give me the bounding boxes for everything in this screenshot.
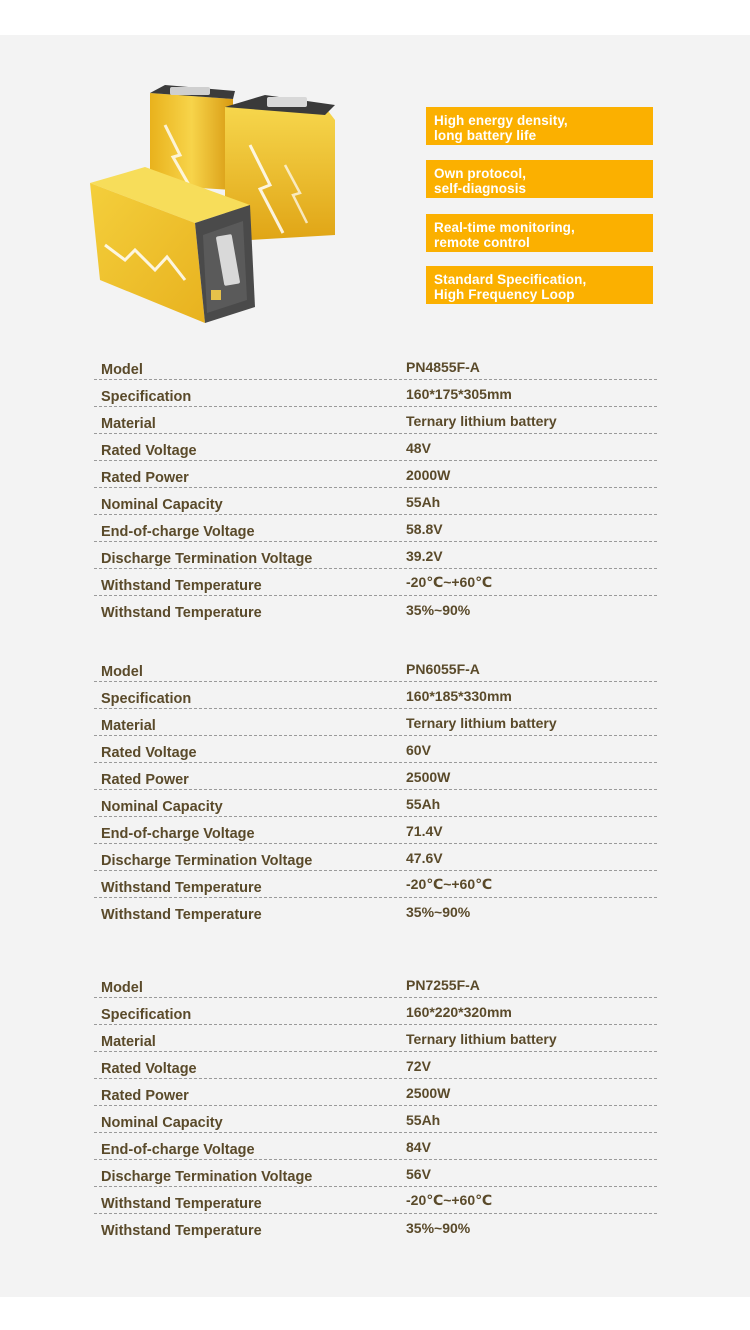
table-row (94, 789, 657, 817)
spec-value: 2500W (406, 769, 451, 785)
table-row (94, 708, 657, 736)
table-row (94, 595, 657, 622)
spec-label: End-of-charge Voltage (101, 826, 255, 842)
table-row (94, 1078, 657, 1106)
feature-badge (426, 266, 653, 304)
spec-value: 160*175*305mm (406, 386, 512, 402)
table-row (94, 1186, 657, 1214)
spec-value: -20℃~+60℃ (406, 1192, 493, 1208)
table-row (94, 1024, 657, 1052)
table-row (94, 870, 657, 898)
spec-label: Material (101, 1034, 156, 1050)
spec-label: Withstand Temperature (101, 1196, 262, 1212)
spec-label: End-of-charge Voltage (101, 1142, 255, 1158)
table-row (94, 460, 657, 488)
spec-label: Discharge Termination Voltage (101, 551, 313, 567)
spec-value: Ternary lithium battery (406, 1031, 557, 1047)
spec-label: Material (101, 416, 156, 432)
table-row (94, 406, 657, 434)
feature-badge (426, 160, 653, 198)
spec-value: 55Ah (406, 796, 441, 812)
spec-value: 39.2V (406, 548, 443, 564)
spec-value: 160*185*330mm (406, 688, 512, 704)
spec-label: End-of-charge Voltage (101, 524, 255, 540)
feature-line: High energy density, (434, 113, 568, 128)
spec-label: Nominal Capacity (101, 799, 223, 815)
spec-value: 84V (406, 1139, 431, 1155)
feature-line: self-diagnosis (434, 181, 527, 196)
feature-line: remote control (434, 235, 530, 250)
spec-value: 160*220*320mm (406, 1004, 512, 1020)
spec-value: 56V (406, 1166, 431, 1182)
table-row (94, 843, 657, 871)
spec-value: 71.4V (406, 823, 443, 839)
feature-line: long battery life (434, 128, 537, 143)
spec-label: Nominal Capacity (101, 1115, 223, 1131)
spec-label: Specification (101, 691, 192, 707)
table-row (94, 654, 657, 682)
spec-value: 72V (406, 1058, 431, 1074)
table-row (94, 379, 657, 407)
table-row (94, 1159, 657, 1187)
spec-label: Material (101, 718, 156, 734)
feature-badge (426, 107, 653, 145)
spec-value: 55Ah (406, 494, 441, 510)
table-row (94, 1132, 657, 1160)
table-row (94, 970, 657, 998)
feature-badge (426, 214, 653, 252)
spec-label: Rated Power (101, 1088, 189, 1104)
table-row (94, 897, 657, 924)
table-row (94, 735, 657, 763)
table-row (94, 541, 657, 569)
spec-label: Discharge Termination Voltage (101, 1169, 313, 1185)
table-row (94, 816, 657, 844)
spec-label: Withstand Temperature (101, 578, 262, 594)
spec-label: Rated Voltage (101, 745, 197, 761)
spec-label: Withstand Temperature (101, 907, 262, 923)
spec-label: Model (101, 362, 143, 378)
spec-value: 48V (406, 440, 431, 456)
spec-label: Withstand Temperature (101, 605, 262, 621)
table-row (94, 1213, 657, 1240)
feature-line: Standard Specification, (434, 272, 587, 287)
table-row (94, 568, 657, 596)
spec-label: Model (101, 664, 143, 680)
table-row (94, 1051, 657, 1079)
spec-label: Specification (101, 389, 192, 405)
spec-label: Specification (101, 1007, 192, 1023)
spec-value: 60V (406, 742, 431, 758)
spec-value: 2500W (406, 1085, 451, 1101)
spec-label: Rated Power (101, 772, 189, 788)
table-row (94, 514, 657, 542)
spec-label: Discharge Termination Voltage (101, 853, 313, 869)
spec-value: 35%~90% (406, 1220, 471, 1236)
spec-value: 47.6V (406, 850, 443, 866)
spec-value: Ternary lithium battery (406, 413, 557, 429)
spec-label: Rated Voltage (101, 1061, 197, 1077)
spec-label: Rated Power (101, 470, 189, 486)
spec-value: PN7255F-A (406, 977, 480, 993)
table-row (94, 433, 657, 461)
spec-label: Model (101, 980, 143, 996)
feature-line: High Frequency Loop (434, 287, 575, 302)
spec-value: PN4855F-A (406, 359, 480, 375)
spec-value: 35%~90% (406, 602, 471, 618)
spec-value: 35%~90% (406, 904, 471, 920)
spec-label: Rated Voltage (101, 443, 197, 459)
spec-value: 55Ah (406, 1112, 441, 1128)
spec-value: PN6055F-A (406, 661, 480, 677)
spec-value: 58.8V (406, 521, 443, 537)
spec-label: Withstand Temperature (101, 880, 262, 896)
spec-value: Ternary lithium battery (406, 715, 557, 731)
table-row (94, 681, 657, 709)
feature-line: Own protocol, (434, 166, 527, 181)
table-row (94, 487, 657, 515)
spec-label: Nominal Capacity (101, 497, 223, 513)
spec-value: -20℃~+60℃ (406, 574, 493, 590)
spec-value: -20℃~+60℃ (406, 876, 493, 892)
feature-line: Real-time monitoring, (434, 220, 575, 235)
table-row (94, 352, 657, 380)
spec-value: 2000W (406, 467, 451, 483)
table-row (94, 1105, 657, 1133)
battery-product-image (85, 85, 360, 330)
table-row (94, 762, 657, 790)
spec-label: Withstand Temperature (101, 1223, 262, 1239)
table-row (94, 997, 657, 1025)
